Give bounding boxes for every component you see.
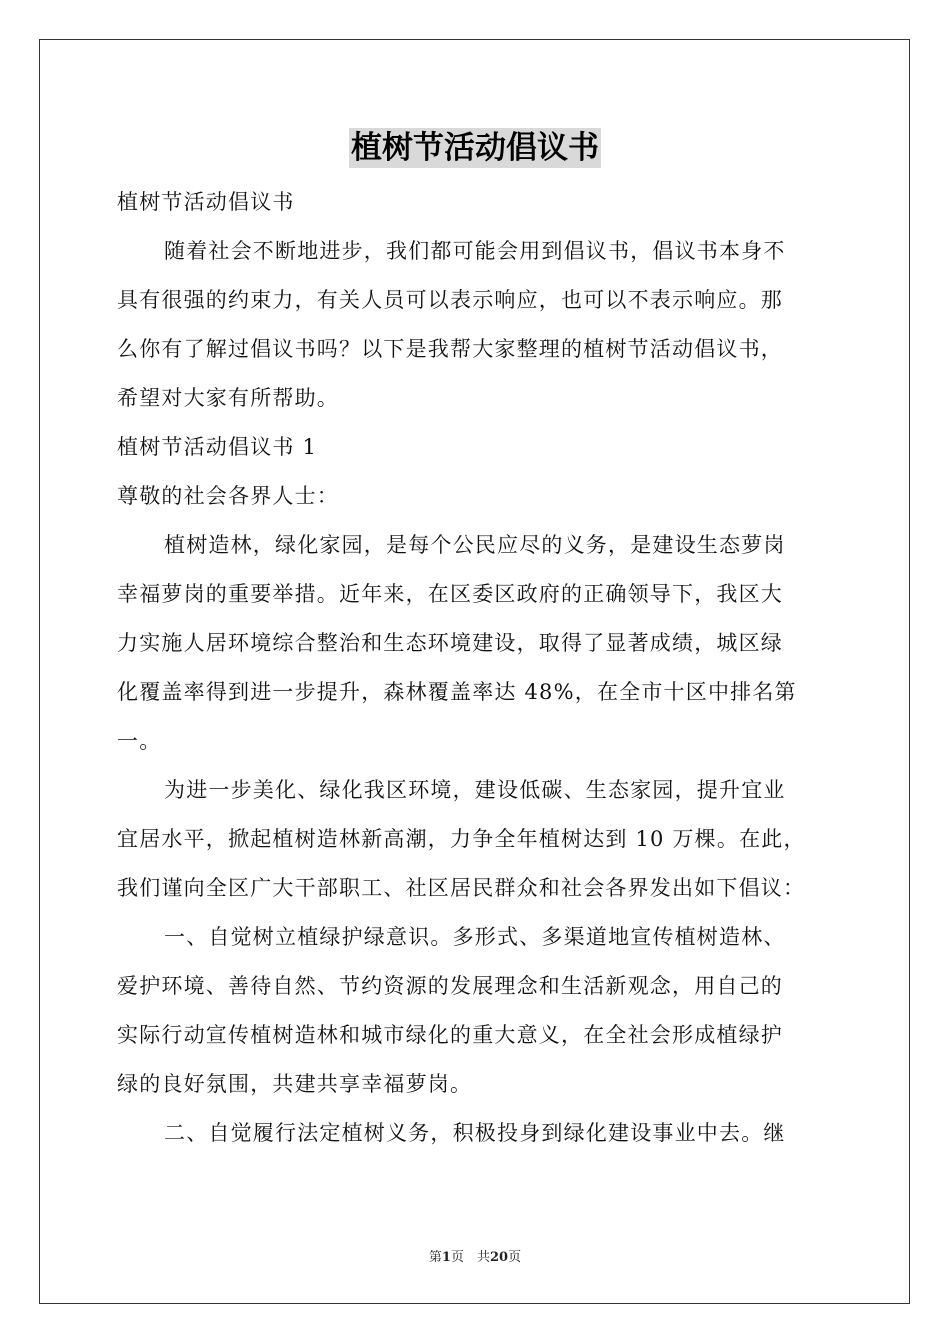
title-container <box>0 128 950 168</box>
text-line: 一、自觉树立植绿护绿意识。多形式、多渠道地宣传植树造林、 <box>164 925 786 949</box>
text-line: 为进一步美化、绿化我区环境，建设低碳、生态家园，提升宜业 <box>164 778 786 802</box>
text-line: 实际行动宣传植树造林和城市绿化的重大意义，在全社会形成植绿护 <box>117 1023 783 1047</box>
text-line: 尊敬的社会各界人士： <box>117 484 339 508</box>
text-line: 植树节活动倡议书 1 <box>117 435 318 459</box>
text-line: 希望对大家有所帮助。 <box>117 386 339 410</box>
footer-suffix: 页 <box>508 1250 522 1265</box>
footer-page-total: 20 <box>489 1250 509 1265</box>
text-line: 化覆盖率得到进一步提升，森林覆盖率达 48%，在全市十区中排名第 <box>117 680 797 704</box>
text-line: 幸福萝岗的重要举措。近年来，在区委区政府的正确领导下，我区大 <box>117 582 783 606</box>
document-body <box>117 178 833 1158</box>
page-footer <box>0 1246 950 1265</box>
text-line: 绿的良好氛围，共建共享幸福萝岗。 <box>117 1072 473 1096</box>
text-line: 随着社会不断地进步，我们都可能会用到倡议书，倡议书本身不 <box>164 239 786 263</box>
text-line: 具有很强的约束力，有关人员可以表示响应，也可以不表示响应。那 <box>117 288 783 312</box>
text-line: 我们谨向全区广大干部职工、社区居民群众和社会各界发出如下倡议： <box>117 876 806 900</box>
text-line: 一。 <box>117 729 162 753</box>
text-line: 么你有了解过倡议书吗？以下是我帮大家整理的植树节活动倡议书， <box>117 337 783 361</box>
text-line: 二、自觉履行法定植树义务，积极投身到绿化建设事业中去。继 <box>164 1121 786 1145</box>
footer-mid: 页 共 <box>450 1250 490 1265</box>
document-title: 植树节活动倡议书 <box>351 130 599 166</box>
footer-prefix: 第 <box>428 1250 442 1265</box>
text-line: 力实施人居环境综合整治和生态环境建设，取得了显著成绩，城区绿 <box>117 631 783 655</box>
text-line: 植树节活动倡议书 <box>117 190 295 214</box>
text-line: 爱护环境、善待自然、节约资源的发展理念和生活新观念，用自己的 <box>117 974 783 998</box>
footer-page-number: 1 <box>441 1250 451 1265</box>
text-line: 宜居水平，掀起植树造林新高潮，力争全年植树达到 10 万棵。在此， <box>117 827 806 851</box>
text-line: 植树造林，绿化家园，是每个公民应尽的义务，是建设生态萝岗 <box>164 533 786 557</box>
